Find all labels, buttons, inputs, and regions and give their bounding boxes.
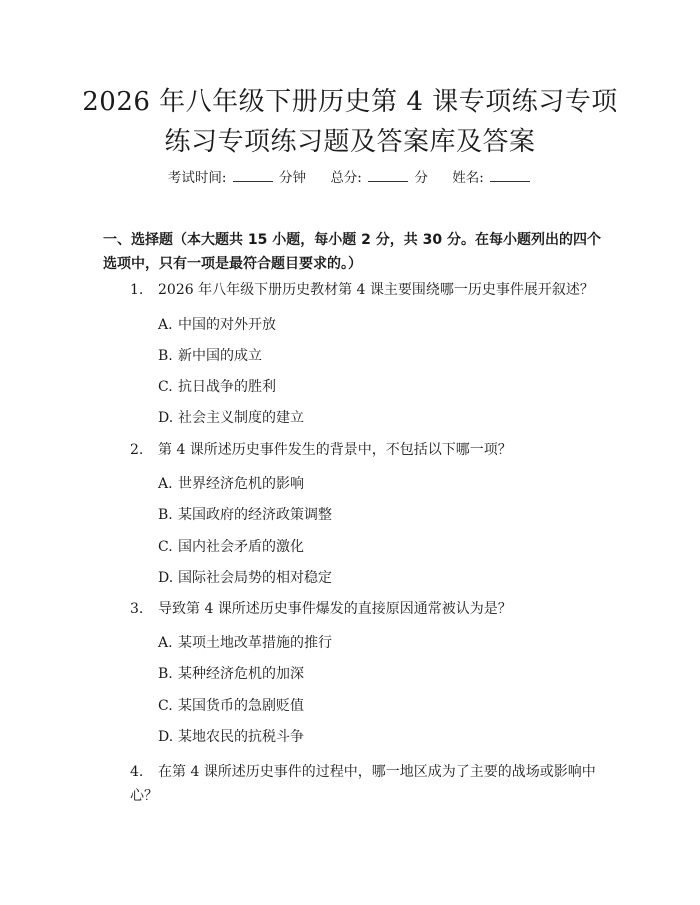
option-letter: B.: [158, 348, 173, 364]
option-text: 国际社会局势的相对稳定: [178, 570, 332, 586]
question-text: 在第 4 课所述历史事件的过程中，哪一地区成为了主要的战场或影响中心？: [130, 764, 596, 804]
option-3d: [158, 727, 304, 747]
option-letter: A.: [158, 317, 173, 333]
option-text: 某地农民的抗税斗争: [178, 729, 304, 745]
option-letter: D.: [158, 410, 174, 426]
question-text: 第 4 课所述历史事件发生的背景中，不包括以下哪一项？: [158, 442, 512, 458]
option-2b: [158, 505, 332, 525]
exam-info-row: [0, 168, 700, 188]
question-1: [130, 278, 600, 302]
option-2a: [158, 474, 304, 494]
exam-time-blank: [233, 169, 273, 182]
option-2c: [158, 537, 304, 557]
option-2d: [158, 568, 332, 588]
question-2: [130, 438, 600, 462]
option-text: 某种经济危机的加深: [178, 666, 304, 682]
total-score-blank: [368, 169, 408, 182]
option-text: 某国货币的急剧贬值: [178, 698, 304, 714]
option-text: 世界经济危机的影响: [178, 476, 304, 492]
option-text: 某项土地改革措施的推行: [178, 635, 332, 651]
option-text: 中国的对外开放: [178, 317, 276, 333]
exam-time-unit: 分钟: [279, 170, 307, 186]
option-3a: [158, 633, 332, 653]
option-letter: A.: [158, 476, 173, 492]
option-text: 抗日战争的胜利: [178, 379, 276, 395]
total-score-unit: 分: [414, 170, 428, 186]
section-heading: 一、选择题（本大题共 15 小题，每小题 2 分，共 30 分。在每小题列出的四个选项中，只有一项是最符合题目要求的。）: [103, 232, 601, 272]
student-name-field: [452, 168, 532, 188]
option-3b: [158, 664, 304, 684]
question-number: 1.: [130, 282, 144, 298]
option-3c: [158, 696, 304, 716]
option-letter: B.: [158, 666, 173, 682]
option-1d: [158, 408, 304, 428]
title-line-2: 练习专项练习题及答案库及答案: [164, 127, 536, 157]
document-title: [60, 82, 640, 162]
option-text: 国内社会矛盾的激化: [178, 539, 304, 555]
question-4: [103, 760, 600, 808]
question-number: 4.: [130, 764, 144, 780]
option-letter: C.: [158, 379, 173, 395]
option-letter: B.: [158, 507, 173, 523]
student-name-blank: [490, 169, 530, 182]
option-letter: C.: [158, 539, 173, 555]
option-text: 社会主义制度的建立: [178, 410, 304, 426]
question-number: 3.: [130, 601, 144, 617]
exam-time-label: 考试时间:: [167, 170, 227, 186]
total-score-label: 总分:: [330, 170, 362, 186]
question-text: 导致第 4 课所述历史事件爆发的直接原因通常被认为是？: [158, 601, 512, 617]
option-text: 某国政府的经济政策调整: [178, 507, 332, 523]
option-letter: C.: [158, 698, 173, 714]
option-1b: [158, 346, 262, 366]
question-4-body: [103, 760, 600, 808]
total-score-field: [330, 168, 428, 188]
option-letter: A.: [158, 635, 173, 651]
option-text: 新中国的成立: [178, 348, 262, 364]
student-name-label: 姓名:: [452, 170, 484, 186]
exam-time-field: [168, 168, 306, 188]
option-letter: D.: [158, 729, 174, 745]
option-letter: D.: [158, 570, 174, 586]
question-3: [130, 597, 600, 621]
option-1a: [158, 315, 276, 335]
title-line-1: 2026 年八年级下册历史第 4 课专项练习专项: [82, 87, 618, 117]
question-number: 2.: [130, 442, 144, 458]
question-text: 2026 年八年级下册历史教材第 4 课主要围绕哪一历史事件展开叙述？: [158, 282, 594, 298]
option-1c: [158, 377, 276, 397]
